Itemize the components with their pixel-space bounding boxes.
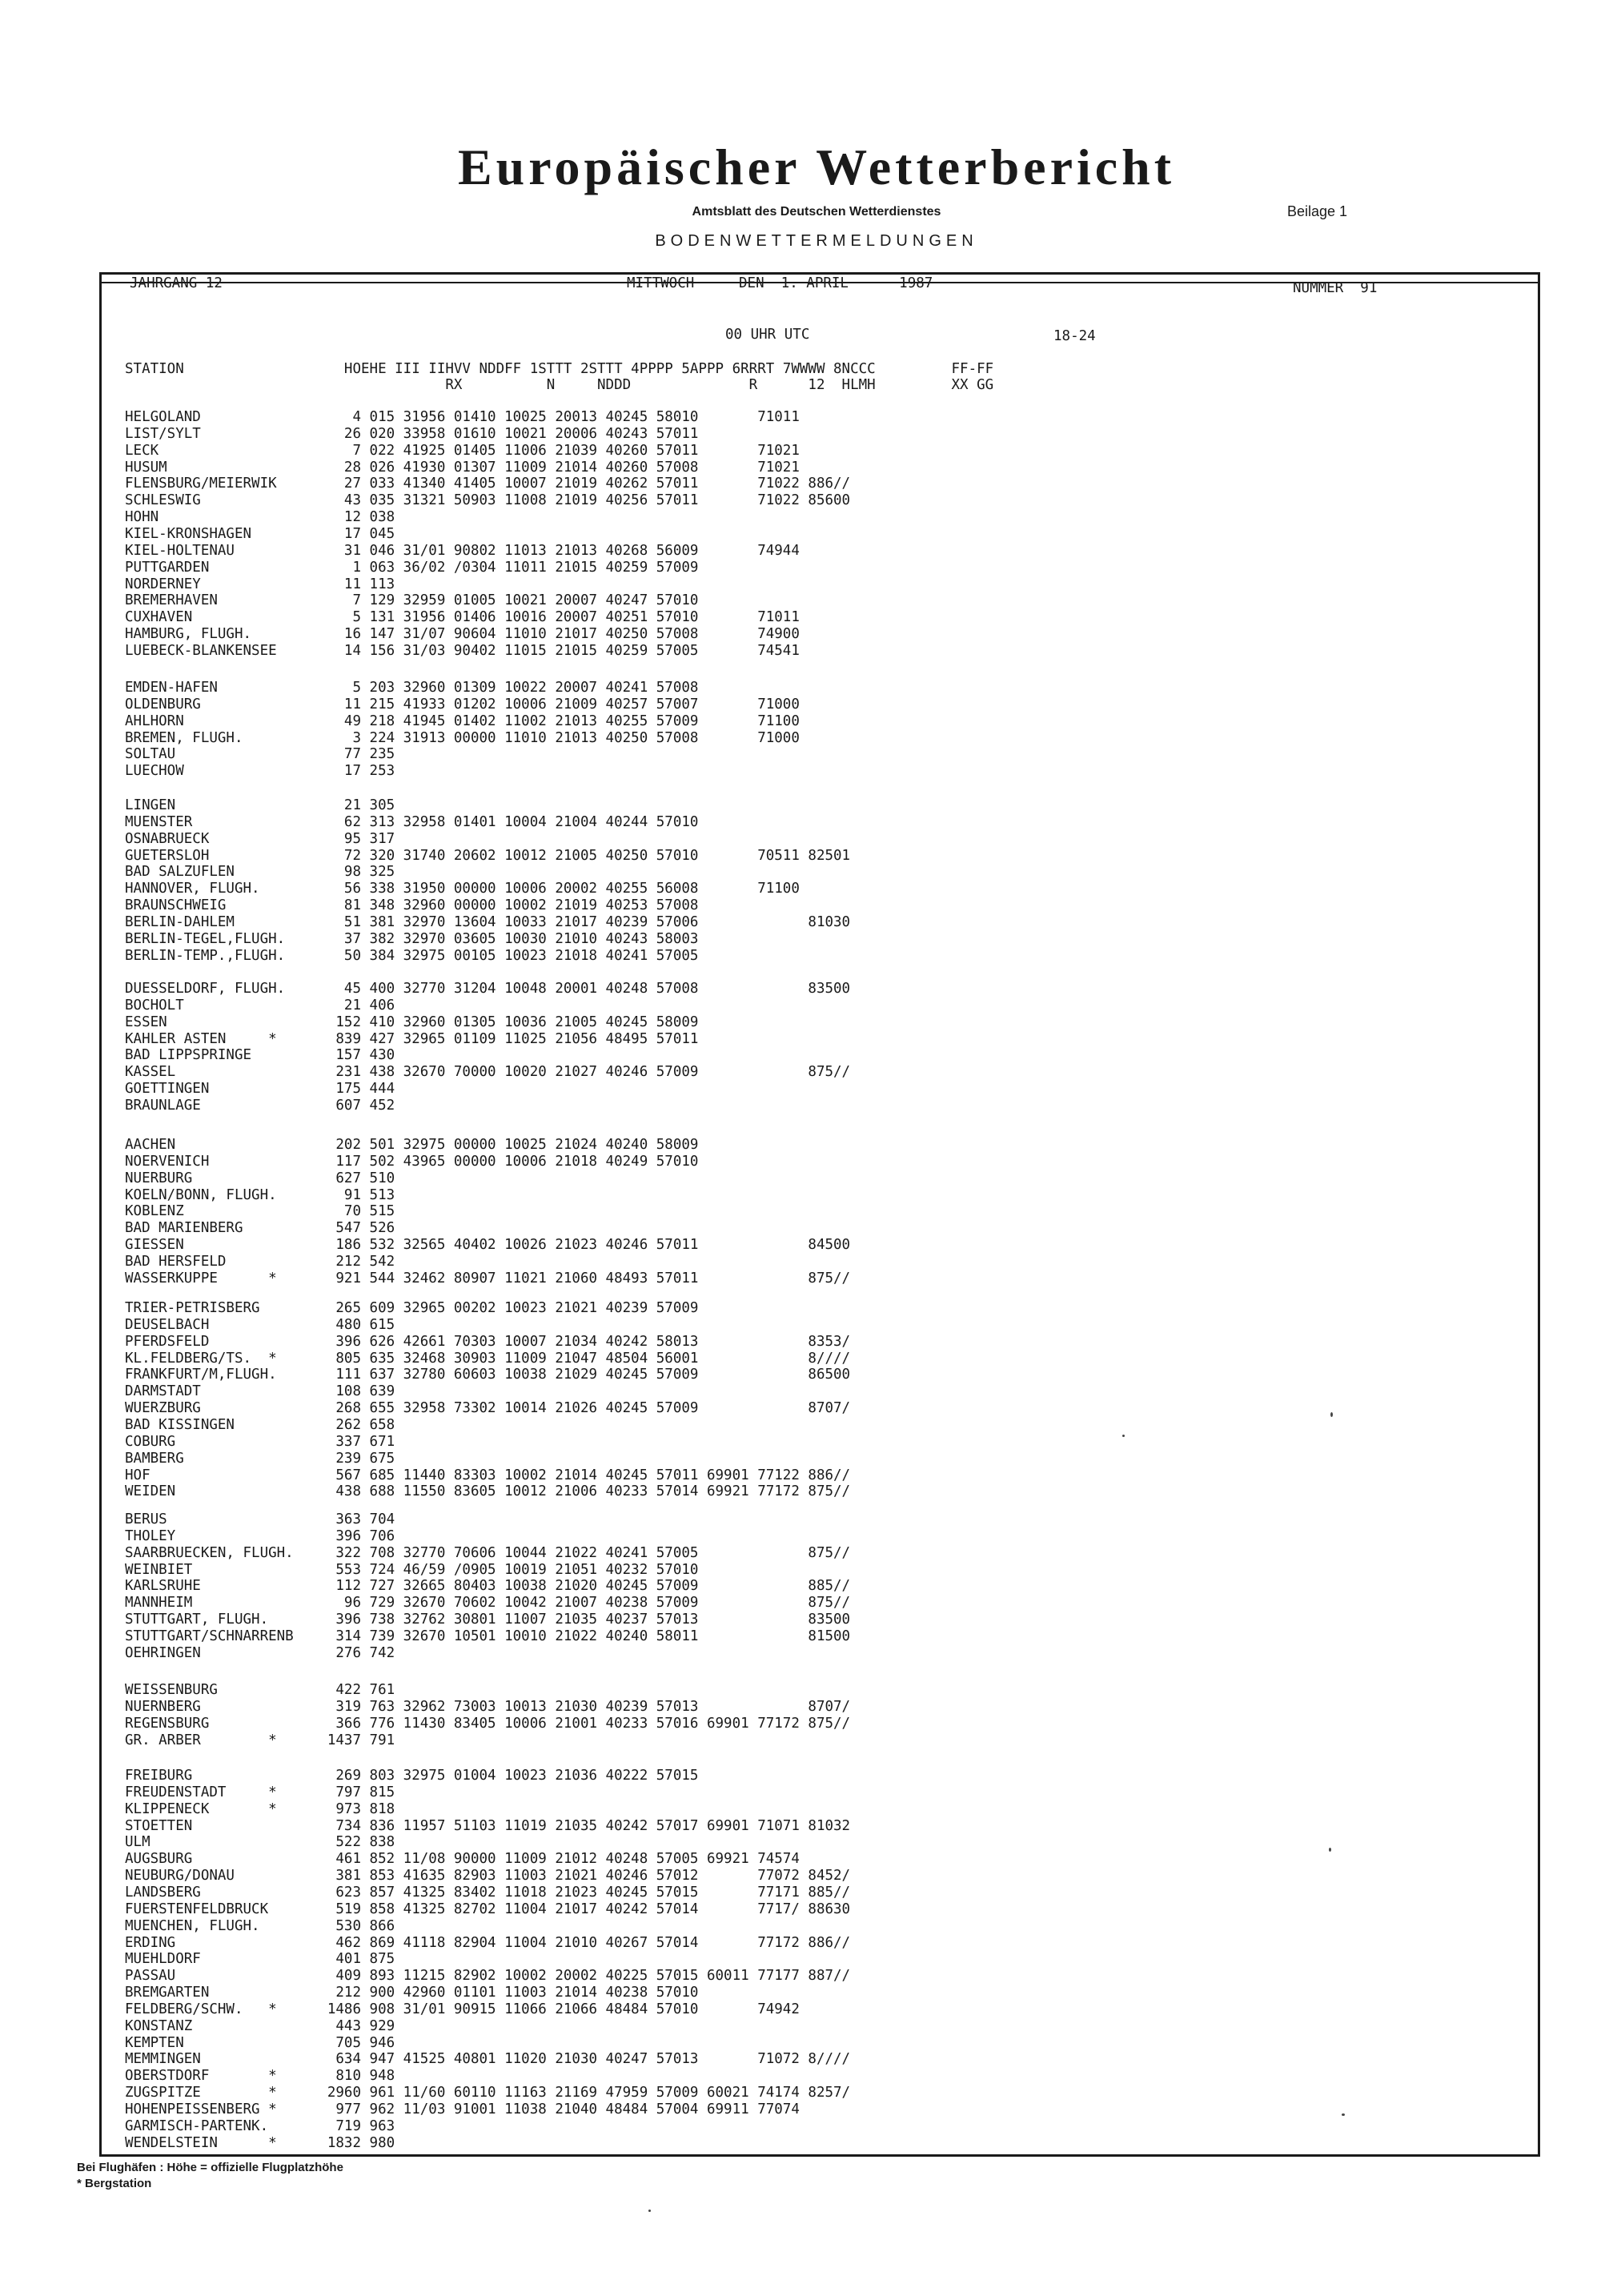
station-row: BAD MARIENBERG 547 526 [125,1220,395,1237]
issue-volume: JAHRGANG 12 [130,275,223,291]
station-row: ESSEN 152 410 32960 01305 10036 21005 40245 58009 [125,1014,699,1030]
station-row: STUTTGART, FLUGH. 396 738 32762 30801 11007 21035 40237 57013 83500 [125,1612,851,1628]
station-row: THOLEY 396 706 [125,1527,395,1544]
station-row: OEHRINGEN 276 742 [125,1644,395,1661]
report-title: Europäischer Wetterbericht [457,138,1176,195]
station-row: FELDBERG/SCHW. * 1486 908 31/01 90915 11066 21066 48484 57010 74942 [125,2001,800,2017]
station-row: KIEL-KRONSHAGEN 17 045 [125,525,395,542]
station-row: MUEHLDORF 401 875 [125,1951,395,1968]
issue-number: NUMMER 91 [1293,280,1378,296]
station-row: BERUS 363 704 [125,1511,395,1527]
station-row: NEUBURG/DONAU 381 853 41635 82903 11003 21021 40246 57012 77072 8452/ [125,1868,851,1885]
station-row: LUECHOW 17 253 [125,763,395,780]
supplement-label: Beilage 1 [1287,203,1348,219]
station-row: LANDSBERG 623 857 41325 83402 11018 21023 40245 57015 77171 885// [125,1884,851,1901]
station-row: BERLIN-TEMP.,FLUGH. 50 384 32975 00105 10023 21018 40241 57005 [125,947,699,964]
station-row: LINGEN 21 305 [125,797,395,813]
scan-speck [1329,1848,1331,1852]
column-header-line2: RX N NDDD R 12 HLMH XX GG [125,377,994,393]
station-row: KIEL-HOLTENAU 31 046 31/01 90802 11013 21013 40268 56009 74944 [125,542,800,559]
station-row: FUERSTENFELDBRUCK 519 858 41325 82702 11004 21017 40242 57014 7717/ 88630 [125,1901,851,1917]
station-row: LECK 7 022 41925 01405 11006 21039 40260 57011 71021 [125,442,800,459]
station-row: PUTTGARDEN 1 063 36/02 /0304 11011 21015 40259 57009 [125,559,699,576]
station-row: DUESSELDORF, FLUGH. 45 400 32770 31204 10048 20001 40248 57008 83500 [125,981,851,997]
station-row: BAD LIPPSPRINGE 157 430 [125,1047,395,1064]
footnotes [77,2160,343,2192]
station-row: FREUDENSTADT * 797 815 [125,1784,395,1800]
station-row: SAARBRUECKEN, FLUGH. 322 708 32770 70606 10044 21022 40241 57005 875// [125,1544,851,1561]
scan-speck [1342,2113,1345,2116]
station-row: FREIBURG 269 803 32975 01004 10023 21036 40222 57015 [125,1768,699,1784]
station-row: REGENSBURG 366 776 11430 83405 10006 21001 40233 57016 69901 77172 875// [125,1715,851,1732]
station-row: BREMERHAVEN 7 129 32959 01005 10021 20007 40247 57010 [125,592,699,609]
station-row: WEIDEN 438 688 11550 83605 10012 21006 40233 57014 69921 77172 875// [125,1483,851,1500]
station-row: GUETERSLOH 72 320 31740 20602 10012 21005 40250 57010 70511 82501 [125,847,851,864]
station-row: OBERSTDORF * 810 948 [125,2068,395,2085]
station-row: WASSERKUPPE * 921 544 32462 80907 11021 21060 48493 57011 875// [125,1270,851,1286]
section-title: BODENWETTERMELDUNGEN [655,232,978,250]
station-row: BAMBERG 239 675 [125,1450,395,1467]
station-row: LIST/SYLT 26 020 33958 01610 10021 20006 40243 57011 [125,425,699,442]
station-row: KOBLENZ 70 515 [125,1203,395,1220]
station-row: WUERZBURG 268 655 32958 73302 10014 21026 40245 57009 8707/ [125,1400,851,1417]
station-row: FRANKFURT/M,FLUGH. 111 637 32780 60603 10038 21029 40245 57009 86500 [125,1367,851,1383]
station-row: ULM 522 838 [125,1834,395,1851]
column-header-line1: STATION HOEHE III IIHVV NDDFF 1STTT 2STTT 4PPPP 5APPP 6RRRT 7WWWW 8NCCC FF-FF [125,361,994,377]
station-row: STUTTGART/SCHNARRENB 314 739 32670 10501 10010 21022 40240 58011 81500 [125,1628,851,1644]
station-row: NUERBURG 627 510 [125,1170,395,1186]
footnote-airports: Bei Flughäfen : Höhe = offizielle Flugplatzhöhe [77,2161,343,2174]
station-row: COBURG 337 671 [125,1433,395,1450]
issue-date: DEN 1. APRIL 1987 [739,275,933,291]
station-row: BRAUNSCHWEIG 81 348 32960 00000 10002 21019 40253 57008 [125,897,699,914]
station-row: ZUGSPITZE * 2960 961 11/60 60110 11163 21169 47959 57009 60021 74174 8257/ [125,2085,851,2101]
station-row: BRAUNLAGE 607 452 [125,1097,395,1114]
station-row: NORDERNEY 11 113 [125,576,395,592]
station-row: BAD HERSFELD 212 542 [125,1253,395,1270]
station-row: MANNHEIM 96 729 32670 70602 10042 21007 40238 57009 875// [125,1595,851,1612]
station-row: GARMISCH-PARTENK. 719 963 [125,2117,395,2134]
station-row: STOETTEN 734 836 11957 51103 11019 21035 40242 57017 69901 71071 81032 [125,1817,851,1834]
station-row: ERDING 462 869 41118 82904 11004 21010 40267 57014 77172 886// [125,1934,851,1951]
station-row: HOF 567 685 11440 83303 10002 21014 40245 57011 69901 77122 886// [125,1467,851,1483]
station-row: BAD SALZUFLEN 98 325 [125,864,395,881]
station-row: PASSAU 409 893 11215 82902 10002 20002 40225 57015 60011 77177 887// [125,1968,851,1985]
station-row: WENDELSTEIN * 1832 980 [125,2134,395,2151]
station-row: KASSEL 231 438 32670 70000 10020 21027 40246 57009 875// [125,1064,851,1081]
station-row: LUEBECK-BLANKENSEE 14 156 31/03 90402 11015 21015 40259 57005 74541 [125,642,800,659]
report-subtitle: Amtsblatt des Deutschen Wetterdienstes [692,205,941,219]
station-row: MUENSTER 62 313 32958 01401 10004 21004 40244 57010 [125,813,699,830]
station-row: TRIER-PETRISBERG 265 609 32965 00202 10023 21021 40239 57009 [125,1300,699,1316]
observation-time: 00 UHR UTC [725,327,810,343]
station-row: HOHENPEISSENBERG * 977 962 11/03 91001 11038 21040 48484 57004 69911 77074 [125,2101,800,2117]
station-row: GR. ARBER * 1437 791 [125,1732,395,1748]
station-row: KL.FELDBERG/TS. * 805 635 32468 30903 11009 21047 48504 56001 8//// [125,1350,851,1367]
station-row: BERLIN-DAHLEM 51 381 32970 13604 10033 21017 40239 57006 81030 [125,913,851,930]
station-row: SCHLESWIG 43 035 31321 50903 11008 21019 40256 57011 71022 85600 [125,492,851,509]
station-row: MUENCHEN, FLUGH. 530 866 [125,1917,395,1934]
station-row: AACHEN 202 501 32975 00000 10025 21024 40240 58009 [125,1137,699,1153]
station-row: HUSUM 28 026 41930 01307 11009 21014 40260 57008 71021 [125,459,800,476]
station-row: GOETTINGEN 175 444 [125,1081,395,1098]
station-row: MEMMINGEN 634 947 41525 40801 11020 21030 40247 57013 71072 8//// [125,2051,851,2068]
scan-speck [1330,1412,1333,1417]
station-row: AHLHORN 49 218 41945 01402 11002 21013 40255 57009 71100 [125,712,800,729]
station-row: WEINBIET 553 724 46/59 /0905 10019 21051 40232 57010 [125,1561,699,1578]
station-row: WEISSENBURG 422 761 [125,1682,395,1698]
station-row: OSNABRUECK 95 317 [125,830,395,847]
station-row: HAMBURG, FLUGH. 16 147 31/07 90604 11010 21017 40250 57008 74900 [125,626,800,643]
station-row: AUGSBURG 461 852 11/08 90000 11009 21012 40248 57005 69921 74574 [125,1851,800,1868]
period-label: 18-24 [1053,328,1096,344]
station-row: KARLSRUHE 112 727 32665 80403 10038 21020 40245 57009 885// [125,1578,851,1595]
station-row: DARMSTADT 108 639 [125,1383,395,1400]
station-row: BAD KISSINGEN 262 658 [125,1416,395,1433]
station-row: KEMPTEN 705 946 [125,2034,395,2051]
station-row: FLENSBURG/MEIERWIK 27 033 41340 41405 10007 21019 40262 57011 71022 886// [125,476,851,492]
station-row: KAHLER ASTEN * 839 427 32965 01109 11025 21056 48495 57011 [125,1030,699,1047]
scan-speck [1122,1435,1125,1437]
footnote-mountain-station: * Bergstation [77,2177,152,2190]
issue-weekday: MITTWOCH [627,275,695,291]
station-row: BOCHOLT 21 406 [125,997,395,1014]
station-row: NOERVENICH 117 502 43965 00000 10006 21018 40249 57010 [125,1153,699,1170]
station-row: KLIPPENECK * 973 818 [125,1800,395,1817]
station-row: HELGOLAND 4 015 31956 01410 10025 20013 40245 58010 71011 [125,409,800,425]
station-row: EMDEN-HAFEN 5 203 32960 01309 10022 20007 40241 57008 [125,680,699,696]
station-row: OLDENBURG 11 215 41933 01202 10006 21009 40257 57007 71000 [125,696,800,712]
station-row: KOELN/BONN, FLUGH. 91 513 [125,1186,395,1203]
station-row: NUERNBERG 319 763 32962 73003 10013 21030 40239 57013 8707/ [125,1698,851,1715]
station-row: KONSTANZ 443 929 [125,2017,395,2034]
station-row: HOHN 12 038 [125,509,395,526]
station-row: BERLIN-TEGEL,FLUGH. 37 382 32970 03605 10030 21010 40243 58003 [125,930,699,947]
station-row: SOLTAU 77 235 [125,746,395,763]
station-row: BREMEN, FLUGH. 3 224 31913 00000 11010 21013 40250 57008 71000 [125,729,800,746]
station-row: GIESSEN 186 532 32565 40402 10026 21023 40246 57011 84500 [125,1237,851,1254]
station-row: HANNOVER, FLUGH. 56 338 31950 00000 10006 20002 40255 56008 71100 [125,881,800,897]
scan-speck [648,2210,651,2212]
station-row: PFERDSFELD 396 626 42661 70303 10007 21034 40242 58013 8353/ [125,1333,851,1350]
station-row: BREMGARTEN 212 900 42960 01101 11003 21014 40238 57010 [125,1985,699,2001]
station-row: DEUSELBACH 480 615 [125,1316,395,1333]
station-row: CUXHAVEN 5 131 31956 01406 10016 20007 40251 57010 71011 [125,609,800,626]
